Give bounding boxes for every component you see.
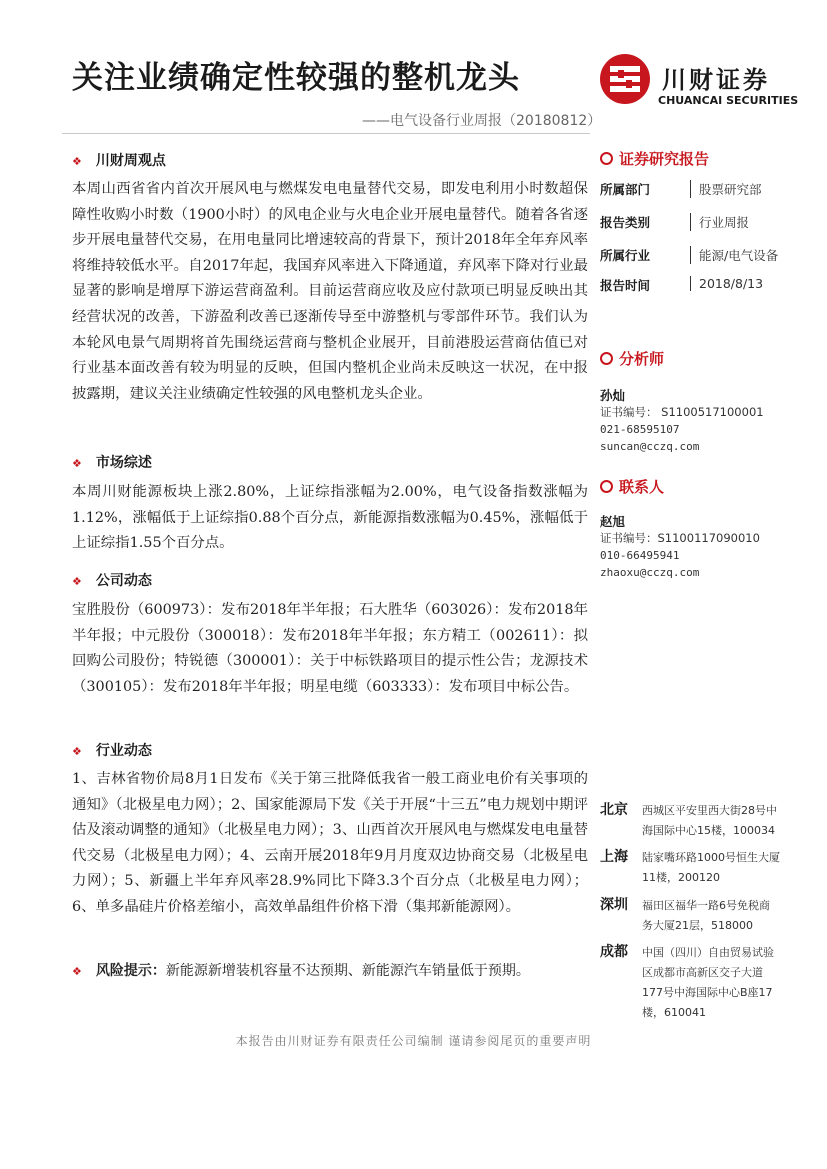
contact-phone: 010-66495941 (600, 549, 680, 562)
logo-text-en: CHUANCAI SECURITIES (658, 94, 799, 107)
analyst-cert: 证书编号： S1100517100001 (600, 405, 764, 419)
section-heading-industry: ❖ 行业动态 (72, 743, 152, 759)
diamond-cluster-icon: ❖ (72, 745, 82, 758)
info-row-department: 所属部门 股票研究部 (600, 182, 762, 197)
diamond-cluster-icon: ❖ (72, 457, 82, 470)
header-divider (62, 133, 590, 134)
risk-label: 风险提示： (95, 963, 166, 979)
circle-icon (600, 152, 613, 165)
risk-note (72, 960, 588, 983)
diamond-cluster-icon: ❖ (72, 155, 82, 168)
analyst-email[interactable]: suncan@cczq.com (600, 440, 700, 453)
analyst-phone: 021-68595107 (600, 423, 680, 436)
chuancai-logo-icon (600, 54, 650, 104)
contact-heading: 联系人 (600, 476, 664, 497)
contact-cert: 证书编号：S1100117090010 (600, 531, 760, 545)
report-subtitle: ——电气设备行业周报（20180812） (362, 113, 602, 129)
info-row-date: 报告时间 2018/8/13 (600, 276, 764, 293)
report-title: 关注业绩确定性较强的整机龙头 (72, 60, 520, 96)
market-paragraph: 本周川财能源板块上涨2.80%，上证综指涨幅为2.00%，电气设备指数涨幅为1.12%，涨幅低于上证综指0.88个百分点，新能源指数涨幅为0.45%，涨幅低于上证综指1.55个百分点。 (72, 484, 588, 552)
view-paragraph: 本周山西省省内首次开展风电与燃煤发电电量替代交易，即发电利用小时数超保障性收购小时数（1900小时）的风电企业与火电企业开展电量替代。随着各省逐步开展电量替代交易，在用电量同比增速较高的背景下，预计2018年全年弃风率将维持较低水平。自2017年起，我国弃风率进入下降通道，弃风率下降对行业最显著的影响是增厚下游运营商盈利。目前运营商应收及应付款项已明显反映出其经营状况的改善，下游盈利改善已逐渐传导至中游整机与零部件环节。我们认为本轮风电景气周期将首先围绕运营商与整机企业展开，目前港股运营商估值已对行业基本面改善有较为明显的反映，但国内整机企业尚未反映这一状况，在中报披露期，建议关注业绩确定性较强的风电整机龙头企业。 (72, 181, 588, 402)
report-type-heading: 证券研究报告 (600, 148, 709, 169)
diamond-cluster-icon: ❖ (72, 965, 82, 978)
analyst-heading: 分析师 (600, 348, 664, 369)
circle-icon (600, 480, 613, 493)
company-paragraph: 宝胜股份（600973）：发布2018年半年报；石大胜华（603026）：发布2018年半年报；中元股份（300018）：发布2018年半年报；东方精工（002611）：拟回购公司股份；特锐德（300001）：关于中标铁路项目的提示性公告；龙源技术（300105）：发布2018年半年报；明星电缆（603333）：发布项目中标公告。 (72, 602, 588, 695)
info-row-industry: 所属行业 能源/电气设备 (600, 248, 779, 263)
contact-email[interactable]: zhaoxu@cczq.com (600, 566, 700, 579)
circle-icon (600, 352, 613, 365)
logo-text-cn: 川财证券 (662, 66, 770, 94)
footer-disclaimer: 本报告由川财证券有限责任公司编制 谨请参阅尾页的重要声明 (235, 1034, 592, 1048)
risk-text: 新能源新增装机容量不达预期、新能源汽车销量低于预期。 (165, 963, 530, 979)
section-heading-company: ❖ 公司动态 (72, 573, 152, 589)
info-row-category: 报告类别 行业周报 (600, 215, 750, 230)
contact-name: 赵旭 (600, 514, 626, 529)
section-heading-view: ❖ 川财周观点 (72, 153, 166, 169)
contact-card (600, 513, 760, 581)
section-heading-market: ❖ 市场综述 (72, 455, 152, 471)
analyst-name: 孙灿 (600, 388, 626, 403)
diamond-cluster-icon: ❖ (72, 575, 82, 588)
industry-paragraph: 1、吉林省物价局8月1日发布《关于第三批降低我省一般工商业电价有关事项的通知》（北极星电力网）；2、国家能源局下发《关于开展“十三五”电力规划中期评估及滚动调整的通知》（北极星电力网）；3、山西首次开展风电与燃煤发电电量替代交易（北极星电力网）；4、云南开展2018年9月月度双边协商交易（北极星电力网）；5、新疆上半年弃风率28.9%同比下降3.3个百分点（北极星电力网）；6、单多晶硅片价格差缩小，高效单晶组件价格下滑（集邦新能源网）。 (72, 771, 588, 915)
analyst-card (600, 387, 764, 455)
company-logo (600, 54, 800, 114)
